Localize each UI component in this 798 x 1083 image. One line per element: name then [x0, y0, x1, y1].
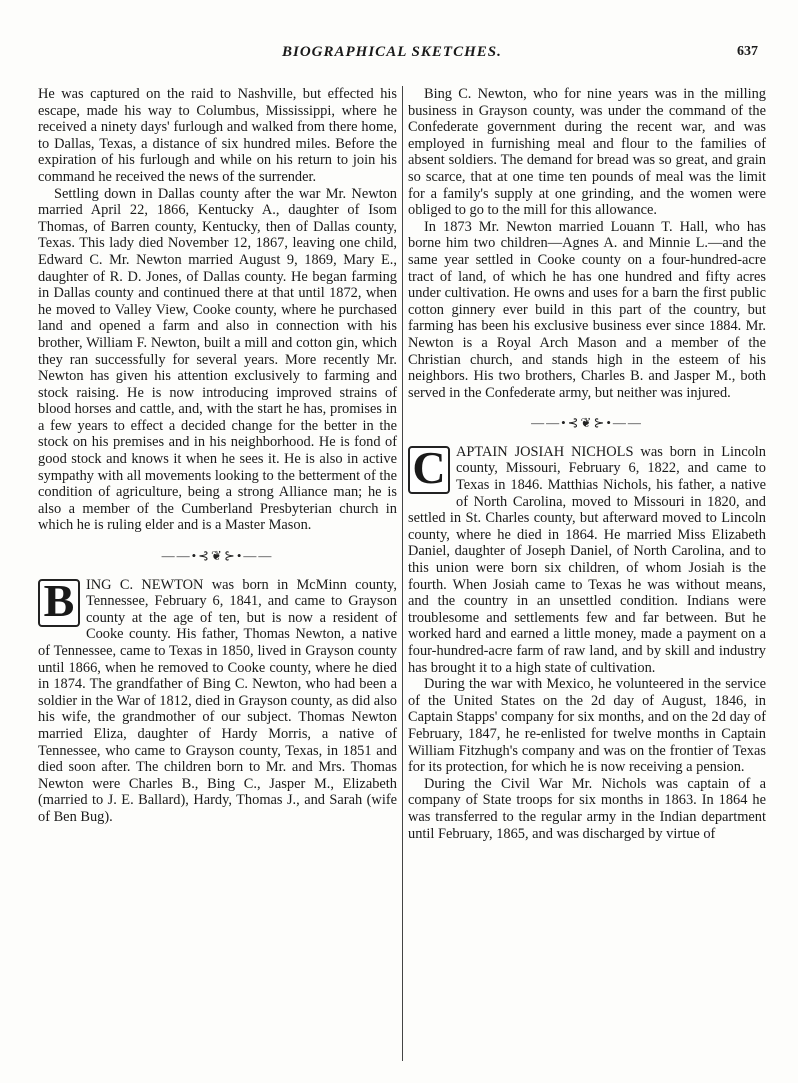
drop-cap-initial: B: [38, 579, 80, 627]
section-ornament: ——•⊰❦⊱•——: [161, 548, 274, 564]
page-number: 637: [737, 44, 758, 59]
running-head: BIOGRAPHICAL SKETCHES.: [282, 44, 502, 60]
paragraph: Settling down in Dallas county after the war Mr. Newton married April 22, 1866, Kentucky A., daughter of Isom Thomas, of Barren county, Kentucky, then of Dallas county, Texas. This lady died November 12, 1867, leaving one child, Edward C. Mr. Newton married August 9, 1869, Mary E., daughter of R. D. Jones, of Dallas county. He began farming in Dallas county and continued there at that until 1872, when he moved to Valley View, Cooke county, where he purchased land and opened a farm and also in connection with his brother, William F. Newton, built a mill and cotton gin, which they ran successfully for several years. More recently Mr. Newton has given his attention exclusively to farming and stock raising. He is now introducing improved strains of blood horses and cattle, and, with the start he has, promises in a few years to effect a decided change for the better in the stock on his premises and in his neighborhood. He is fond of good stock and knows it when he sees it. He is also in active sympathy with all movements looking to the betterment of the condition of agriculture, being a strong Alliance man; he is also a member of the Cumberland Presbyterian church in which he is ruling elder and is a Master Mason.: [38, 185, 397, 534]
drop-cap-initial: C: [408, 446, 450, 494]
section-ornament: ——•⊰❦⊱•——: [531, 415, 643, 431]
biography-text: was born in Lincoln county, Missouri, February 6, 1822, and came to Texas in 1846. Matthias Nichols, his father, a native of North Carolina, moved to Missouri in 1820, and settled in St. Charles county, but afterward moved to Lincoln county, where he died in 1864. He married Miss Elizabeth Daniel, daughter of Joseph Daniel, of North Carolina, and to this union were born six children, of whom Josiah is the fourth. When Josiah came to Texas he was without means, and the country in an unsettled condition. Indians were troublesome and settlements few and far between. But he worked hard and earned a little money, made a payment on a four-hundred-acre farm of raw land, and by skill and industry has brought it to a high state of cultivation.: [408, 443, 766, 676]
biography-name: ING C. NEWTON: [86, 576, 204, 593]
paragraph: In 1873 Mr. Newton married Louann T. Hall, who has borne him two children—Agnes A. and Minnie L.—and the same year settled in Cooke county on a four-hundred-acre tract of land, of which he has one hundred and fifty acres under cultivation. He owns and uses for a barn the first public cotton ginnery ever build in this part of the country, but farming has been his exclusive business ever since 1884. Mr. Newton is a Royal Arch Mason and a member of the Christian church, and stands high in the esteem of his neighbors. His two brothers, Charles B. and Jasper M., both served in the Confederate army, but neither was injured.: [408, 218, 766, 401]
left-column: [38, 86, 397, 826]
paragraph: During the Civil War Mr. Nichols was captain of a company of State troops for six months in 1863. In 1864 he was transferred to the regular army in the Indian department until February, 1865, and was discharged by virtue of: [408, 775, 766, 842]
biography-entry-newton: [38, 574, 397, 826]
biography-name: APTAIN JOSIAH NICHOLS: [456, 443, 634, 460]
right-column: [408, 86, 766, 842]
paragraph: He was captured on the raid to Nashville, but effected his escape, made his way to Columbus, Mississippi, where he received a ninety days' furlough and walked from there home, to Dallas, Texas, a distance of six hundred miles. Before the expiration of his furlough and while on his return to join his command he received the news of the surrender.: [38, 86, 397, 185]
paragraph: During the war with Mexico, he volunteered in the service of the United States on the 2d day of August, 1846, in Captain Stapps' company for six months, and on the 2d day of February, 1847, he re-enlisted for twelve months in Captain William Fitzhugh's company and was on the frontier of Texas for its protection, for which he is now receiving a pension.: [408, 676, 766, 776]
biography-entry-nichols: [408, 441, 766, 676]
paragraph: Bing C. Newton, who for nine years was in the milling business in Grayson county, was under the command of the Confederate government during the recent war, and was employed in furnishing meal and flour to the families of absent soldiers. The demand for bread was so great, and grain so scarce, that at one time ten pounds of meal was the limit for a family's supply at one grinding, and the women were obliged to go to the mill for this allowance.: [408, 86, 766, 219]
column-divider: [402, 86, 403, 1061]
page-header: [0, 44, 798, 64]
biography-text: was born in McMinn county, Tennessee, February 6, 1841, and came to Grayson county at the age of ten, but is now a resident of Cooke county. His father, Thomas Newton, a native of Tennessee, came to Texas in 1850, lived in Grayson county until 1866, when he removed to Cooke county, where he died in 1874. The grandfather of Bing C. Newton, who had been a soldier in the War of 1812, died in Grayson county, as did also his wife, the grandmother of our subject. Thomas Newton married Eliza, daughter of Hardy Morris, a native of Tennessee, who came to Grayson county, Texas, in 1851 and died soon after. The children born to Mr. and Mrs. Thomas Newton were Charles B., Bing C., Jasper M., Elizabeth (married to J. E. Ballard), Hardy, Thomas J., and Sarah (wife of Ben Bug).: [38, 576, 397, 825]
